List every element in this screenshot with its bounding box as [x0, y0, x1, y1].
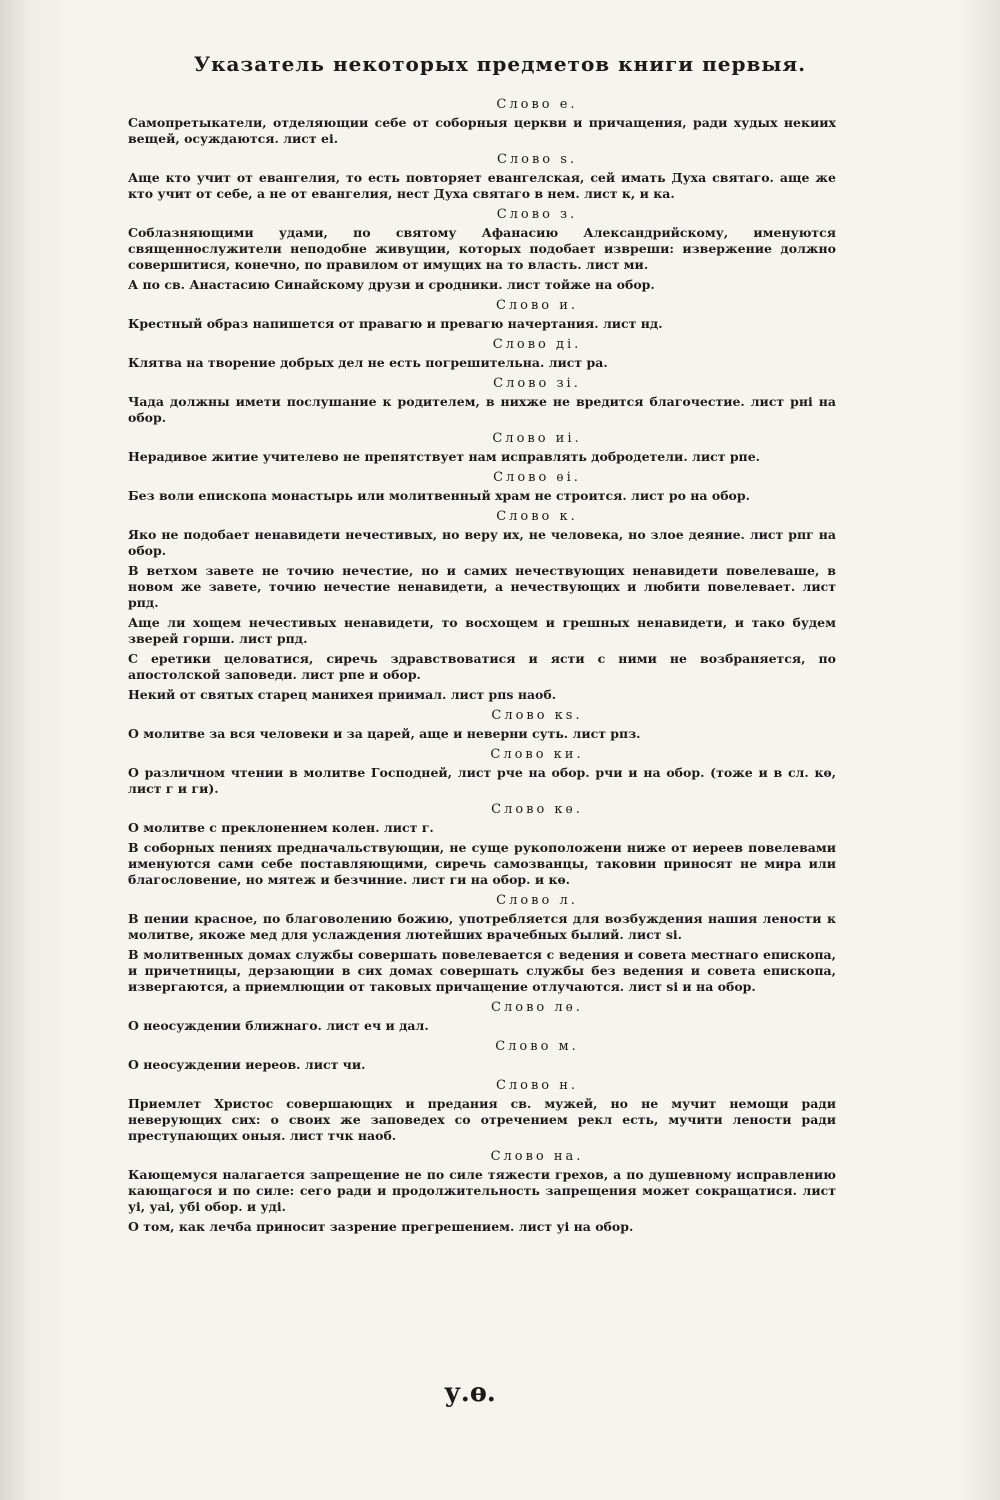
index-entry: Соблазняющими удами, по святому Афанасию Александрийскому, именуются священнослужители неподобне живущии, которых подобает извреши: извержение должно совершитися, конечно, по правилом от имущих на то власть. лист ми. — [128, 225, 836, 272]
index-entry: Клятва на творение добрых дел не есть погрешительна. лист ра. — [128, 355, 608, 370]
section-heading: Слово л. — [496, 893, 578, 908]
index-entry: О неосуждении иереов. лист чи. — [128, 1057, 366, 1072]
index-entry: О молитве с преклонением колен. лист г. — [128, 820, 434, 835]
index-entry: Нерадивое житие учителево не препятствует нам исправлять добродетели. лист рпе. — [128, 449, 761, 464]
index-entry: Аще кто учит от евангелия, то есть повторяет евангелская, сей имать Духа святаго. аще же кто учит от себе, а не от евангелия, нест Духа святаго в нем. лист к, и ка. — [128, 170, 836, 201]
index-body — [128, 92, 836, 1239]
section-heading: Слово з. — [496, 207, 578, 222]
section-heading: Слово на. — [490, 1149, 584, 1164]
index-entry: О том, как лечба приносит зазрение прегрешением. лист уі на обор. — [128, 1219, 634, 1234]
index-entry: В молитвенных домах службы совершать повелевается с ведения и совета местнаго епископа, и причетницы, дерзающии в сих домах совершать службы без ведения и совета епископа, извергаются, а приемлющии от таковых причащение отлучаются. лист ѕі и на обор. — [128, 947, 836, 994]
section-heading: Слово иі. — [492, 431, 582, 446]
index-entry: Кающемуся налагается запрещение не по силе тяжести грехов, а по душевному исправлению кающагося и по силе: сего ради и продолжительность запрещения может сокращатися. лист уі, уаі, убі обор. и уді. — [128, 1167, 836, 1214]
index-entry: В пении красное, по благоволению божию, употребляется для возбуждения нашия лености к молитве, якоже мед для услаждения лютейших врачебных былий. лист ѕі. — [128, 911, 836, 942]
index-entry: О различном чтении в молитве Господней, лист рче на обор. рчи и на обор. (тоже и в сл. кѳ, лист г и ги). — [128, 765, 836, 796]
section-heading: Слово ѳі. — [493, 470, 581, 485]
page-number: у.ѳ. — [444, 1378, 496, 1408]
page-title: Указатель некоторых предметов книги первыя. — [193, 52, 807, 76]
scan-edge-right — [960, 0, 1000, 1500]
index-entry: Без воли епископа монастырь или молитвенный храм не строится. лист ро на обор. — [128, 488, 750, 503]
section-heading: Слово ки. — [490, 747, 584, 762]
scan-edge-left — [0, 0, 70, 1500]
index-entry: О неосуждении ближнаго. лист еч и дал. — [128, 1018, 429, 1033]
section-heading: Слово е. — [496, 97, 578, 112]
index-entry: Яко не подобает ненавидети нечестивых, но веру их, не человека, но злое деяние. лист рпг на обор. — [128, 527, 836, 558]
index-entry: Чада должны имети послушание к родителем, в нихже не вредится благочестие. лист рні на обор. — [128, 394, 836, 425]
index-entry: В ветхом завете не точию нечестие, но и самих нечествующих ненавидети повелеваше, в новом же завете, точию нечестие ненавидети, а нечествующих и любити повелевает. лист рпд. — [128, 563, 836, 610]
section-heading: Слово зі. — [493, 376, 581, 391]
section-heading: Слово кѳ. — [491, 802, 583, 817]
section-heading: Слово ѕ. — [496, 152, 578, 167]
section-heading: Слово к. — [496, 509, 578, 524]
index-entry: О молитве за вся человеки и за царей, аще и неверни суть. лист рпз. — [128, 726, 641, 741]
index-entry: А по св. Анастасию Синайскому друзи и сродники. лист тойже на обор. — [128, 277, 655, 292]
index-entry: Самопретыкатели, отделяющии себе от соборныя церкви и причащения, ради худых некиих вещей, осуждаются. лист еі. — [128, 115, 836, 146]
index-entry: Приемлет Христос совершающих и предания св. мужей, но не мучит немощи ради неверующих сих: о своих же заповедех со отречением рекл есть, мучити лености ради преступающих оныя. лист тчк наоб. — [128, 1096, 836, 1143]
section-heading: Слово ді. — [492, 337, 582, 352]
index-entry: Некий от святых старец манихея приимал. лист рпѕ наоб. — [128, 687, 557, 702]
section-heading: Слово кѕ. — [491, 708, 583, 723]
section-heading: Слово н. — [495, 1078, 579, 1093]
index-entry: В соборных пениях предначальствующии, не суще рукоположени ниже от иереев повелевами именуются сами себе поставляющими, сиречь самозванцы, таковии приносят не мира или благословение, но мятеж и безчиние. лист ги на обор. и кѳ. — [128, 840, 836, 887]
section-heading: Слово лѳ. — [491, 1000, 583, 1015]
section-heading: Слово и. — [495, 298, 579, 313]
index-entry: Аще ли хощем нечестивых ненавидети, то восхощем и грешных ненавидети, и тако будем зверей горши. лист рпд. — [128, 615, 836, 646]
section-heading: Слово м. — [495, 1039, 579, 1054]
index-entry: Крестный образ напишется от правагю и превагю начертания. лист нд. — [128, 316, 663, 331]
index-entry: С еретики целоватися, сиречь здравствоватися и ясти с ними не возбраняется, по апостолской заповеди. лист рпе и обор. — [128, 651, 836, 682]
